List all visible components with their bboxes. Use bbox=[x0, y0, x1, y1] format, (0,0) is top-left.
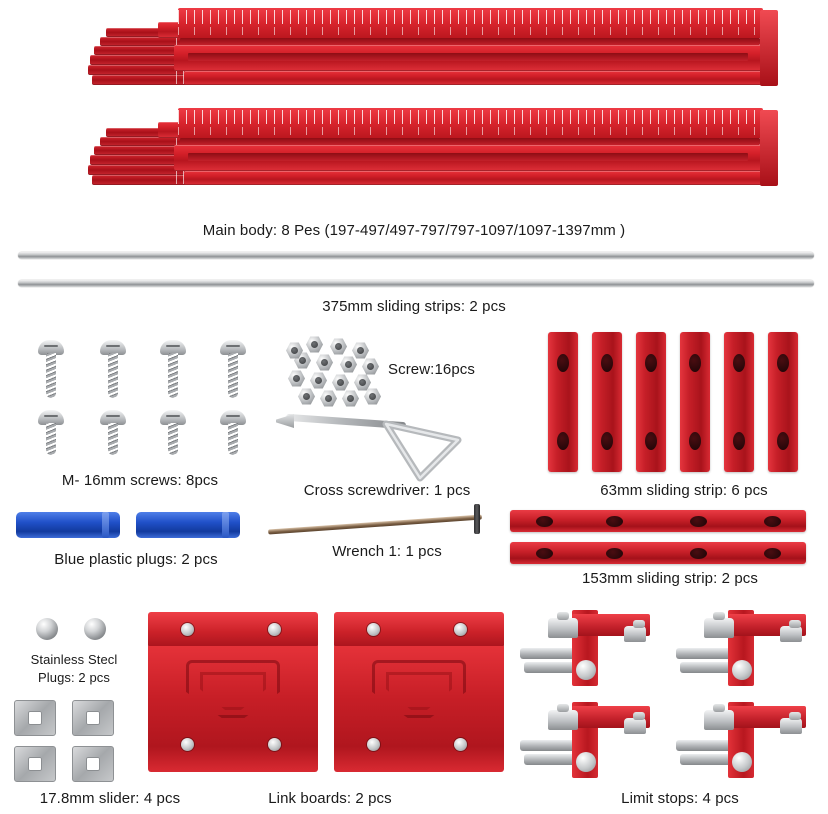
caption-blue-plugs: Blue plastic plugs: 2 pcs bbox=[54, 551, 218, 568]
small-screws-group bbox=[286, 336, 396, 408]
strip-hole bbox=[606, 516, 623, 527]
hex-screw-5 bbox=[316, 354, 333, 371]
caption-screws-16mm: M- 16mm screws: 8pcs bbox=[61, 472, 219, 489]
blue-plug-band-2 bbox=[222, 512, 229, 538]
link-board-top-flange bbox=[334, 612, 504, 648]
strip-hole bbox=[764, 548, 781, 559]
rail-endcap-right-lower bbox=[760, 110, 778, 186]
hex-screw-10 bbox=[332, 374, 349, 391]
strip-hole bbox=[601, 354, 613, 372]
strip-hole bbox=[557, 432, 569, 450]
caption-stainless-plugs-line1: Stainless Stecl bbox=[30, 652, 118, 667]
strip-63-5 bbox=[724, 332, 754, 472]
link-board-top-flange bbox=[148, 612, 318, 648]
limit-stop-knob bbox=[704, 710, 734, 730]
hex-screw-1 bbox=[306, 336, 323, 353]
limit-stop-side-knob bbox=[780, 718, 802, 734]
wire-handle-icon bbox=[380, 420, 464, 482]
sliding-strips-375-group bbox=[0, 246, 828, 302]
limit-stop-disc bbox=[732, 752, 752, 772]
rail-scale-lower bbox=[178, 110, 763, 124]
strip-hole bbox=[645, 354, 657, 372]
slider-17-8-3 bbox=[14, 746, 56, 782]
screwdriver-handle-loop bbox=[380, 420, 464, 482]
link-board-hole bbox=[454, 738, 467, 751]
rail-groove2-lower bbox=[188, 153, 748, 161]
link-board-hole bbox=[268, 738, 281, 751]
strip-hole bbox=[536, 516, 553, 527]
strip-hole bbox=[777, 432, 789, 450]
strip-hole bbox=[733, 354, 745, 372]
rail-groove-lower bbox=[180, 138, 760, 145]
slider-17-8-1 bbox=[14, 700, 56, 736]
slider-17-8-group bbox=[10, 700, 130, 786]
strip-hole bbox=[690, 548, 707, 559]
rail-main-face-upper bbox=[178, 8, 763, 38]
allen-key-long-arm bbox=[268, 515, 482, 535]
blue-plug-2 bbox=[136, 512, 240, 538]
caption-sliding-strip-153: 153mm sliding strip: 2 pcs bbox=[581, 570, 758, 587]
screw-16mm-7 bbox=[160, 410, 186, 455]
rail-main-face-lower bbox=[178, 108, 763, 138]
screw-16mm-1 bbox=[38, 340, 64, 398]
screw-16mm-5 bbox=[38, 410, 64, 455]
strip-hole bbox=[557, 354, 569, 372]
limit-stop-knob bbox=[548, 710, 578, 730]
caption-stainless-plugs-line2: Plugs: 2 pcs bbox=[37, 670, 110, 685]
screw-16mm-4 bbox=[220, 340, 246, 398]
caption-main-body: Main body: 8 Pes (197-497/497-797/797-1097/1097-1397mm ) bbox=[202, 222, 626, 239]
strip-hole bbox=[536, 548, 553, 559]
caption-cross-screwdriver: Cross screwdriver: 1 pcs bbox=[303, 482, 471, 499]
rail-scale-fine-upper bbox=[178, 27, 763, 35]
strip-hole bbox=[606, 548, 623, 559]
screw-16mm-8 bbox=[220, 410, 246, 455]
strip-63-3 bbox=[636, 332, 666, 472]
screw-16mm-6 bbox=[100, 410, 126, 455]
strip-hole bbox=[689, 354, 701, 372]
main-body-rail-stack-lower bbox=[88, 104, 778, 199]
caption-sliding-strip-63: 63mm sliding strip: 6 pcs bbox=[600, 482, 768, 499]
sliding-rod-2 bbox=[18, 280, 814, 287]
allen-key-short-arm bbox=[474, 504, 480, 534]
strip-hole bbox=[601, 432, 613, 450]
hex-screw-7 bbox=[362, 358, 379, 375]
sliding-strip-153-group bbox=[510, 510, 810, 566]
limit-stop-2 bbox=[676, 604, 816, 688]
strip-hole bbox=[645, 432, 657, 450]
hex-screw-6 bbox=[340, 356, 357, 373]
hex-screw-2 bbox=[330, 338, 347, 355]
limit-stop-knob bbox=[548, 618, 578, 638]
strip-153-2 bbox=[510, 542, 806, 564]
limit-stop-disc bbox=[732, 660, 752, 680]
strip-hole bbox=[764, 516, 781, 527]
sliding-strip-63-group bbox=[548, 332, 812, 474]
link-board-2 bbox=[334, 612, 504, 772]
strip-153-1 bbox=[510, 510, 806, 532]
caption-link-boards: Link boards: 2 pcs bbox=[268, 790, 392, 807]
strip-hole bbox=[777, 354, 789, 372]
limit-stops-group bbox=[510, 604, 820, 784]
limit-stop-1 bbox=[520, 604, 660, 688]
link-boards-group bbox=[148, 612, 512, 780]
strip-63-4 bbox=[680, 332, 710, 472]
hex-screw-9 bbox=[310, 372, 327, 389]
caption-screw-16pcs: Screw:16pcs bbox=[388, 361, 475, 378]
link-board-hole bbox=[454, 623, 467, 636]
link-board-1 bbox=[148, 612, 318, 772]
link-board-hole bbox=[367, 738, 380, 751]
blue-plugs-group bbox=[10, 508, 260, 548]
hex-screw-16 bbox=[286, 342, 303, 359]
stainless-plug-1 bbox=[36, 618, 58, 640]
caption-slider-17-8: 17.8mm slider: 4 pcs bbox=[39, 790, 181, 807]
slider-17-8-4 bbox=[72, 746, 114, 782]
limit-stop-disc bbox=[576, 660, 596, 680]
sliding-rod-1 bbox=[18, 252, 814, 259]
limit-stop-3 bbox=[520, 696, 660, 780]
strip-hole bbox=[689, 432, 701, 450]
blue-plug-1 bbox=[16, 512, 120, 538]
rail-foot-lower bbox=[184, 171, 772, 185]
strip-63-1 bbox=[548, 332, 578, 472]
screwdriver-tip bbox=[276, 414, 294, 428]
main-body-rail-stack-upper bbox=[88, 4, 778, 99]
strip-hole bbox=[690, 516, 707, 527]
limit-stop-side-knob bbox=[624, 626, 646, 642]
limit-stop-knob bbox=[704, 618, 734, 638]
screw-16mm-3 bbox=[160, 340, 186, 398]
blue-plug-band-1 bbox=[102, 512, 109, 538]
rail-groove2-upper bbox=[188, 53, 748, 61]
hex-screw-8 bbox=[288, 370, 305, 387]
stainless-plugs-group bbox=[14, 614, 134, 648]
limit-stop-side-knob bbox=[780, 626, 802, 642]
rail-scale-upper bbox=[178, 10, 763, 24]
limit-stop-side-knob bbox=[624, 718, 646, 734]
slider-17-8-2 bbox=[72, 700, 114, 736]
rail-groove-upper bbox=[180, 38, 760, 45]
link-board-hole bbox=[181, 738, 194, 751]
limit-stop-disc bbox=[576, 752, 596, 772]
link-board-hole bbox=[367, 623, 380, 636]
strip-63-2 bbox=[592, 332, 622, 472]
caption-limit-stops: Limit stops: 4 pcs bbox=[621, 790, 739, 807]
strip-63-6 bbox=[768, 332, 798, 472]
link-board-hole bbox=[181, 623, 194, 636]
main-body-group bbox=[0, 0, 828, 205]
stainless-plug-2 bbox=[84, 618, 106, 640]
screw-16mm-2 bbox=[100, 340, 126, 398]
limit-stop-4 bbox=[676, 696, 816, 780]
caption-wrench: Wrench 1: 1 pcs bbox=[332, 543, 442, 560]
screws-16mm-group bbox=[14, 340, 264, 460]
link-board-hole bbox=[268, 623, 281, 636]
rail-endcap-right-upper bbox=[760, 10, 778, 86]
wrench-group bbox=[268, 500, 504, 540]
strip-hole bbox=[733, 432, 745, 450]
rail-foot-upper bbox=[184, 71, 772, 85]
cross-screwdriver-group bbox=[276, 400, 466, 480]
rail-scale-fine-lower bbox=[178, 127, 763, 135]
caption-sliding-strips-375: 375mm sliding strips: 2 pcs bbox=[322, 298, 506, 315]
